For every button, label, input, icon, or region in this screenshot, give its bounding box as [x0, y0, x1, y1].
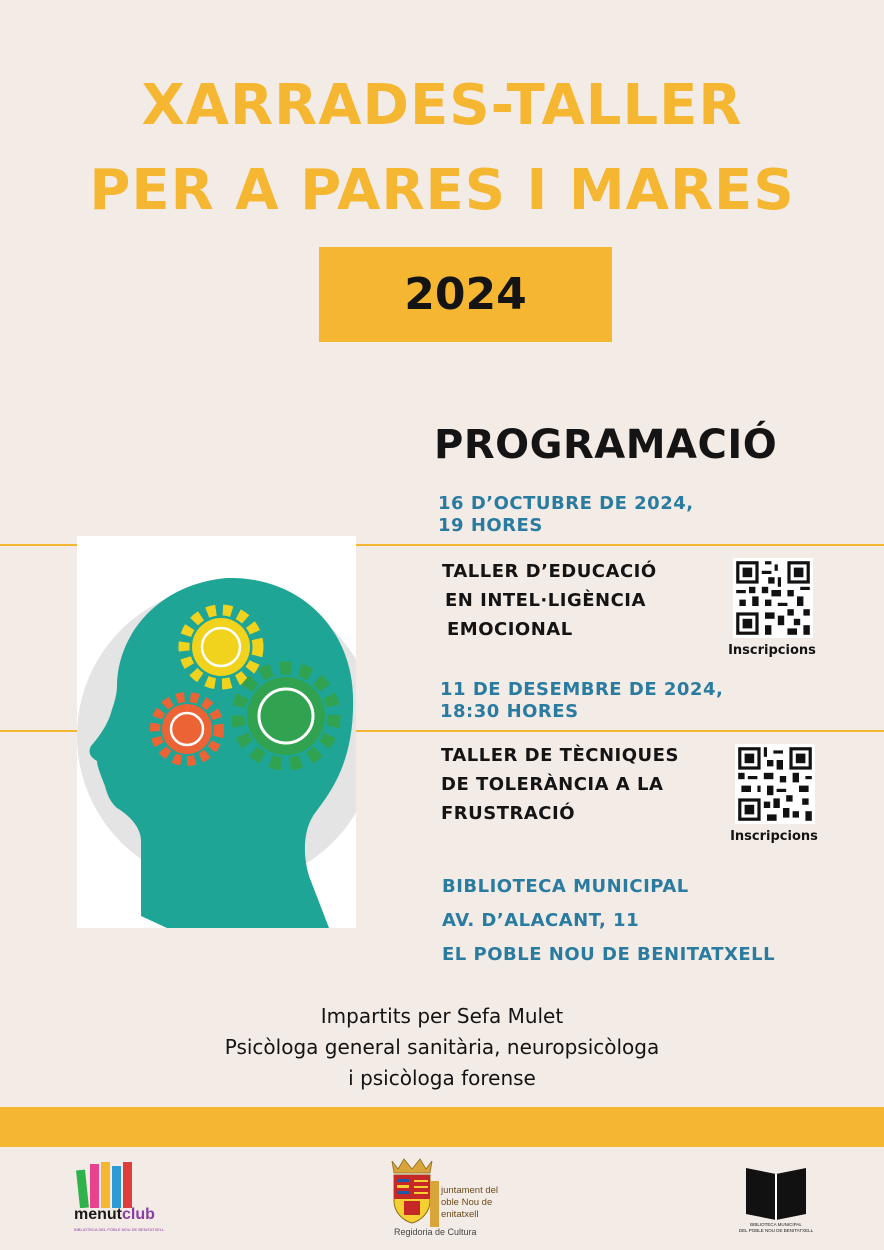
- qr-label-1: Inscripcions: [728, 643, 816, 658]
- title-line-1: XARRADES-TALLER: [141, 73, 743, 138]
- year-label: 2024: [404, 269, 527, 320]
- qr-code-1[interactable]: [733, 558, 813, 638]
- coat-of-arms-icon: [388, 1157, 436, 1225]
- biblioteca-line-2: DEL POBLE NOU DE BENITATXELL: [738, 1228, 814, 1233]
- session-1-date-line-2: 19 HORES: [438, 515, 543, 536]
- session-1-date-line-1: 16 D’OCTUBRE DE 2024,: [438, 493, 694, 514]
- letter-stack-bar: [430, 1181, 439, 1227]
- ajuntament-line-1: juntament del: [441, 1185, 499, 1196]
- ajuntament-line-3: enitatxell: [441, 1209, 479, 1220]
- ajuntament-logo: [388, 1157, 518, 1239]
- ajuntament-line-2: oble Nou de: [441, 1197, 493, 1208]
- biblioteca-logo: [738, 1162, 814, 1240]
- session-1-title-line-2: EN INTEL·LIGÈNCIA: [445, 590, 646, 611]
- qr-label-2: Inscripcions: [730, 829, 818, 844]
- session-2-title: [441, 741, 679, 828]
- ajuntament-text: [441, 1185, 498, 1221]
- books-icon: [70, 1160, 180, 1208]
- session-1-title-line-1: TALLER D’EDUCACIÓ: [442, 561, 657, 582]
- ajuntament-sublabel: Regidoria de Cultura: [394, 1227, 477, 1237]
- footer-band: [0, 1107, 884, 1147]
- speaker-block: [0, 1001, 884, 1094]
- speaker-line-3: i psicòloga forense: [348, 1066, 536, 1090]
- menut-sublabel: BIBLIOTECA DEL POBLE NOU DE BENITATXELL: [74, 1227, 165, 1232]
- venue-line-1: BIBLIOTECA MUNICIPAL: [442, 876, 689, 897]
- year-banner: [319, 247, 612, 342]
- speaker-line-1: Impartits per Sefa Mulet: [320, 1004, 564, 1028]
- qr-icon: [735, 744, 815, 824]
- book-icon: [738, 1162, 814, 1220]
- program-heading: PROGRAMACIÓ: [434, 422, 778, 468]
- title-line-2: PER A PARES I MARES: [89, 158, 795, 223]
- session-2-date-line-1: 11 DE DESEMBRE DE 2024,: [440, 679, 724, 700]
- menut-label: menut: [74, 1206, 122, 1223]
- session-2-title-line-2: DE TOLERÀNCIA A LA: [441, 774, 664, 795]
- session-2-date: [440, 679, 723, 723]
- session-2-date-line-2: 18:30 HORES: [440, 701, 579, 722]
- head-gears-illustration: [77, 536, 356, 928]
- speaker-line-2: Psicòloga general sanitària, neuropsicòloga: [224, 1035, 660, 1059]
- session-1-date: [438, 493, 694, 537]
- biblioteca-text: [738, 1222, 814, 1234]
- club-label: club: [122, 1206, 155, 1223]
- session-2-title-line-1: TALLER DE TÈCNIQUES: [441, 745, 679, 766]
- venue-line-3: EL POBLE NOU DE BENITATXELL: [442, 944, 776, 965]
- session-1-title: [442, 557, 657, 644]
- qr-code-2[interactable]: [735, 744, 815, 824]
- menutclub-logo: [70, 1160, 180, 1240]
- session-1-title-line-3: EMOCIONAL: [447, 619, 573, 640]
- venue-line-2: AV. D’ALACANT, 11: [442, 910, 640, 931]
- qr-icon: [733, 558, 813, 638]
- biblioteca-line-1: BIBLIOTECA MUNICIPAL: [750, 1222, 802, 1227]
- session-2-title-line-3: FRUSTRACIÓ: [441, 803, 576, 824]
